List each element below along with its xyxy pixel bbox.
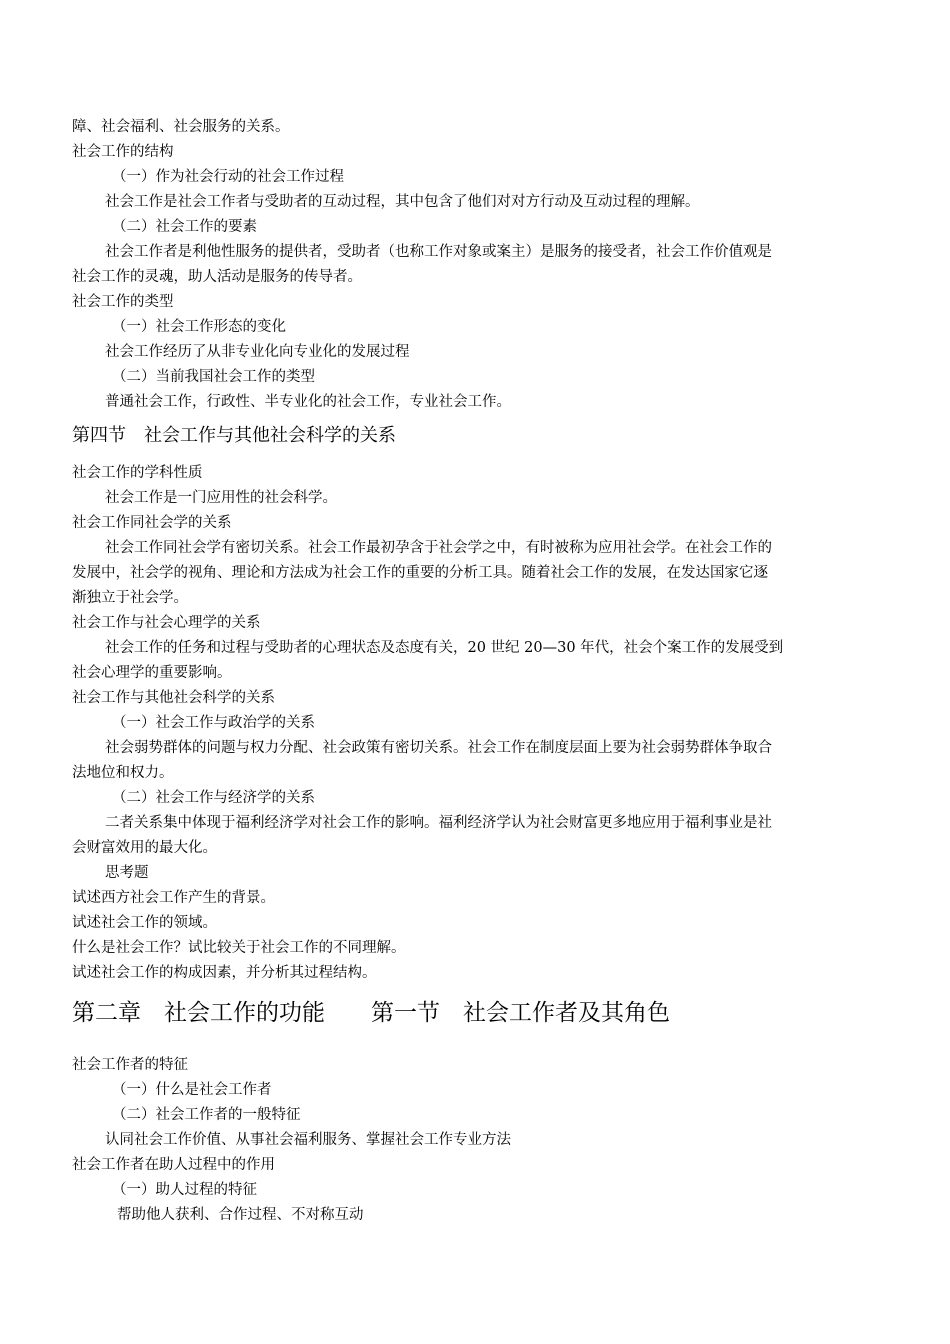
paragraph-line: 社会心理学的重要影响。	[72, 665, 232, 681]
paragraph-line: 法地位和权力。	[72, 765, 174, 781]
heading-other-sciences: 社会工作与其他社会科学的关系	[72, 690, 275, 706]
paragraph-line: 发展中，社会学的视角、理论和方法成为社会工作的重要的分析工具。随着社会工作的发展，在发达国家它逐	[72, 565, 768, 581]
paragraph-line: 社会弱势群体的问题与权力分配、社会政策有密切关系。社会工作在制度层面上要为社会弱势群体争取合	[105, 740, 772, 756]
text-line: 障、社会福利、社会服务的关系。	[72, 119, 290, 135]
paragraph-line: 会财富效用的最大化。	[72, 840, 217, 856]
chapter-heading: 第二章 社会工作的功能 第一节 社会工作者及其角色	[72, 1000, 670, 1026]
subheading: （二）社会工作的要素	[112, 219, 257, 235]
question-item: 试述西方社会工作产生的背景。	[72, 890, 275, 906]
subheading: （一）作为社会行动的社会工作过程	[112, 169, 344, 185]
subheading: （二）社会工作者的一般特征	[112, 1107, 301, 1123]
paragraph-line: 渐独立于社会学。	[72, 590, 188, 606]
question-item: 试述社会工作的领域。	[72, 915, 217, 931]
paragraph-line: 社会工作的任务和过程与受助者的心理状态及态度有关，20 世纪 20—30 年代，社会个案工作的发展受到	[105, 640, 784, 656]
heading-worker-role: 社会工作者在助人过程中的作用	[72, 1157, 275, 1173]
paragraph-line: 社会工作经历了从非专业化向专业化的发展过程	[105, 344, 410, 360]
paragraph-line: 社会工作是一门应用性的社会科学。	[105, 490, 337, 506]
subheading: （一）什么是社会工作者	[112, 1082, 272, 1098]
questions-heading: 思考题	[105, 865, 149, 881]
subheading: （一）社会工作与政治学的关系	[112, 715, 315, 731]
subheading: （一）助人过程的特征	[112, 1182, 257, 1198]
paragraph-line: 普通社会工作，行政性、半专业化的社会工作，专业社会工作。	[105, 394, 511, 410]
heading-social-psychology: 社会工作与社会心理学的关系	[72, 615, 261, 631]
question-item: 什么是社会工作？试比较关于社会工作的不同理解。	[72, 940, 406, 956]
paragraph-line: 社会工作是社会工作者与受助者的互动过程，其中包含了他们对对方行动及互动过程的理解。	[105, 194, 700, 210]
paragraph-line: 社会工作的灵魂，助人活动是服务的传导者。	[72, 269, 362, 285]
subheading: （一）社会工作形态的变化	[112, 319, 286, 335]
paragraph-line: 社会工作者是利他性服务的提供者，受助者（也称工作对象或案主）是服务的接受者，社会工作价值观是	[105, 244, 772, 260]
paragraph-line: 二者关系集中体现于福利经济学对社会工作的影响。福利经济学认为社会财富更多地应用于福利事业是社	[105, 815, 772, 831]
section-heading: 第四节 社会工作与其他社会科学的关系	[72, 425, 396, 446]
subheading: （二）当前我国社会工作的类型	[112, 369, 315, 385]
heading-types: 社会工作的类型	[72, 294, 174, 310]
question-item: 试述社会工作的构成因素，并分析其过程结构。	[72, 965, 377, 981]
heading-sociology: 社会工作同社会学的关系	[72, 515, 232, 531]
subheading: （二）社会工作与经济学的关系	[112, 790, 315, 806]
paragraph-line: 帮助他人获利、合作过程、不对称互动	[117, 1207, 364, 1223]
paragraph-line: 社会工作同社会学有密切关系。社会工作最初孕含于社会学之中，有时被称为应用社会学。在社会工作的	[105, 540, 772, 556]
heading-discipline: 社会工作的学科性质	[72, 465, 203, 481]
heading-structure: 社会工作的结构	[72, 144, 174, 160]
paragraph-line: 认同社会工作价值、从事社会福利服务、掌握社会工作专业方法	[105, 1132, 511, 1148]
heading-worker-features: 社会工作者的特征	[72, 1057, 188, 1073]
